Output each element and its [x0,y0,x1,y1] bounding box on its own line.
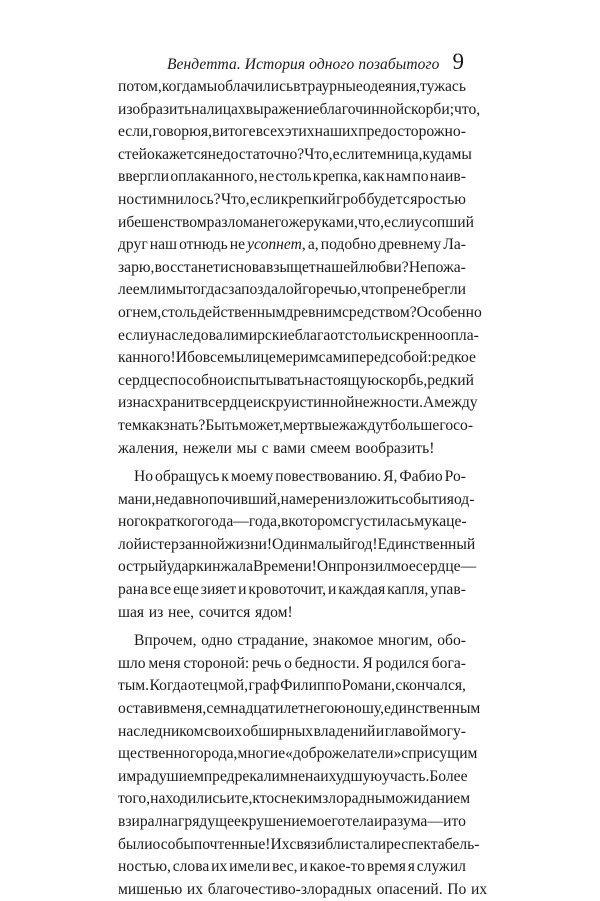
text-line: друг наш отнюдь не усопнет, а, подобно древнему Ла- [118,236,466,254]
text-line: канного! Ибо все мы лицемерим сами перед собой: редкое [118,349,476,367]
text-line: и бешенством разломан его же руками, что, если усопший [118,213,474,231]
text-line: Но обращусь к моему повествованию. Я, Фабио Ро- [134,468,466,486]
text-line: сердце способно испытывать настоящую скорбь, редкий [118,371,474,389]
text-line: тым. Когда отец мой, граф Филиппо Романи, скончался, [118,677,466,695]
text-line: Впрочем, одно страдание, знакомое многим, обо- [134,632,466,650]
text-line: им радушием предрекали мне наихудшую участь. Более [118,767,468,785]
text-line: если, говорю я, в итоге всех этих наших предосторожно- [118,123,466,141]
text-line: оставив меня, семнадцатилетнего юношу, единственным [118,700,481,718]
text-line: потом, когда мы облачились в траурные одеяния, тужась [118,78,466,95]
text-line: щественного рода, многие «доброжелатели» с присущим [118,745,478,763]
text-line: наследником своих обширных владений и главой могу- [118,722,466,740]
text-line: зарю, восстанет и снова взыщет нашей любви? Не пожа- [118,258,466,276]
text-line: рана все еще зияет и кровоточит, и каждая капля, упав- [118,581,466,599]
text-line: огнем, столь действенным древним средством? Особенно [118,303,482,321]
text-line: шло меня стороной: речь о бедности. Я родился бога- [118,654,466,672]
text-line: шая из нее, сочится ядом! [118,603,293,621]
text-line: жаления, нежели мы с вами смеем вообразить! [118,439,435,457]
body-text [118,76,488,901]
text-line: леем ли мы тогда с запоздалой горечью, что пренебрегли [118,281,466,299]
text-line: стей окажется недостаточно? Что, если темница, куда мы [118,145,472,163]
text-line: того, находились и те, кто с неким злорадным ожиданием [118,790,471,808]
running-head [120,50,464,74]
text-line: взирал на грядущее крушение моего тела и разума — и то [118,813,466,830]
page-number: 9 [452,49,464,74]
text-line: острый удар кинжала Времени! Он пронзил мое сердце — [118,558,477,576]
text-line: были особы почтенные! Их связи блистали респектабель- [118,835,480,853]
text-line: изобразить на лицах выражение благочинной скорби; что, [118,100,481,118]
text-line: ного краткого года — года, в котором сгустилась мука це- [118,513,467,531]
text-line: тем как знать? Быть может, мертвые жаждут большего со- [118,416,474,434]
text-line: ностью, слова их имели вес, и какое-то время я служил [118,858,466,876]
text-line: из нас хранит в сердце искру истинной нежности. А между [118,394,478,412]
text-line: мани, недавно почивший, намерен изложить события од- [118,490,475,508]
text-line: ности мнилось? Что, если крепкий гроб будет с яростью [118,190,466,208]
text-line: если унаследовали мирские блага от столь искренно опла- [118,326,479,344]
text-line: лой истерзанной жизни! Один малый год! Единственный [118,535,476,553]
text-line: мишенью их благочестиво-злорадных опасений. По их [118,880,488,898]
text-line: ввергли оплаканного, не столь крепка, как нам по наив- [118,168,466,186]
running-title: Вендетта. История одного позабытого [166,56,440,73]
